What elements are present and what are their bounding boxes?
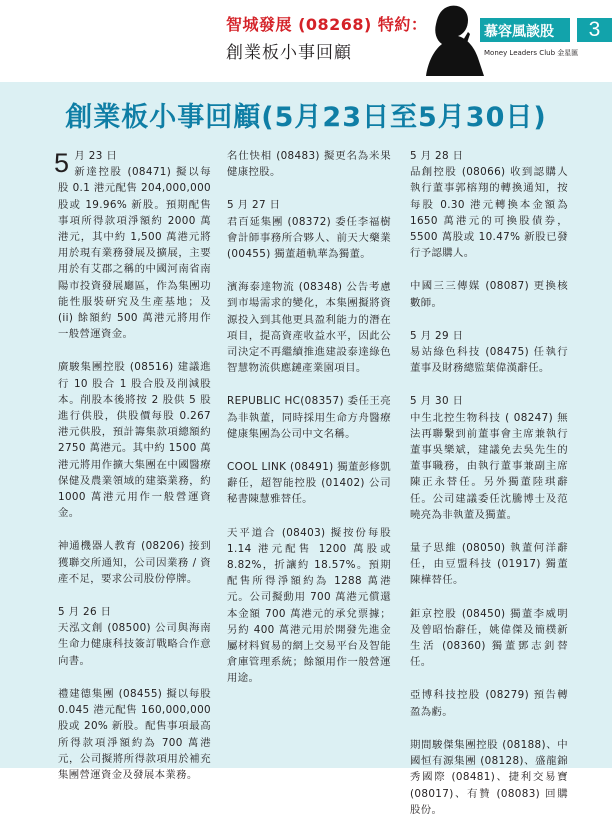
news-item (410, 278, 568, 310)
columnist-silhouette-icon (422, 2, 484, 76)
column-english-name: Money Leaders Club 金星匯 (484, 49, 579, 57)
sponsor-title: 智城發展 (08268) 特約： (226, 15, 428, 34)
news-text: 天平道合 (08403) 擬按份每股 1.14 港元配售 1200 萬股或 8.82%，折讓約 18.57%。預期配售所得淨額約為 1288 萬港元。公司擬動用 700 萬港元償還本金額 700 萬港元的承兌票據；另約 400 萬港元用於開發先進金屬材料貿易的網上交易平台及智能倉庫管理系統；餘額用作一般營運用途。 (227, 526, 391, 685)
news-text: 品創控股 (08066) 收到認購人執行董事郭榕翔的轉換通知，按每股 0.30 港元轉換本金額為 1650 萬港元的可換股債券，5500 萬股或 10.47% 新股已發行予認購人。 (410, 166, 568, 260)
news-item (227, 148, 391, 180)
news-text: COOL LINK (08491) 獨董彭修凱辭任，超智能控股 (01402) 公司秘書陳慧雅替任。 (227, 461, 391, 506)
news-text: 名仕快相 (08483) 擬更名為米果健康控股。 (227, 150, 391, 179)
news-text: 期間駿傑集團控股 (08188)、中國恒有源集團 (08128)、盛龍錦秀國際 (08481)、捷利交易寶 (08017)、有贊 (08083) 回購股份。 (410, 738, 568, 816)
page-number: 3 (577, 18, 612, 42)
news-text: 神通機器人教育 (08206) 接到獲聯交所通知，公司因業務 / 資產不足，要求公司股份停牌。 (58, 540, 211, 585)
news-text: 鉅京控股 (08450) 獨董李威明及曾昭怡辭任，姚偉傑及簡樸新生活 (08360) 獨董鄧志釗替任。 (410, 607, 568, 669)
news-item (410, 328, 568, 377)
news-date: 5 月 29 日 (410, 329, 464, 342)
column-badge (480, 18, 612, 68)
news-text: 中生北控生物科技 ( 08247) 無法再聯繫到前董事會主席兼執行董事吳樂斌，建議免去吳先生的董事職務，由執行董事兼副主席陳正永替任。另外獨董陸琪辭任。公司建議委任沈騰博士及范曉亮為非執董及獨董。 (410, 411, 568, 521)
news-text: 禮建德集團 (08455) 擬以每股 0.045 港元配售 160,000,000 股或 20% 新股。配售事項最高所得款項淨額約為 700 萬港元，公司擬將所得款項用於補充集團營運資金及發展本業務。 (58, 687, 211, 781)
news-date: 5 月 26 日 (58, 606, 112, 619)
news-item (58, 538, 211, 587)
news-text: REPUBLIC HC(08357) 委任王亮為非執董，同時採用生命方舟醫療健康集團為公司中文名稱。 (227, 395, 391, 440)
news-item (227, 393, 391, 442)
news-item (58, 359, 211, 521)
news-item (227, 197, 391, 262)
news-item (410, 393, 568, 523)
news-item (227, 525, 391, 687)
news-item (227, 459, 391, 508)
news-text: 新達控股 (08471) 擬以每股 0.1 港元配售 204,000,000 股或 19.96% 新股。預期配售事項所得款項淨額約 2000 萬港元，其中約 1,500 萬港元將用於現有業務發展及擴展，主要用於有艾郡之稱的中國河南省南陽市投資發展廳區，作為集團功能性服裝研究及生產基地；及 (ii) 餘額約 500 萬港元將用作一般營運資金。 (58, 166, 211, 341)
article-column-3 (410, 148, 568, 835)
news-item (227, 279, 391, 376)
news-date: 5 月 30 日 (410, 395, 464, 408)
news-item (410, 148, 568, 261)
news-text: 易站綠色科技 (08475) 任執行董事及財務總監葉偉漢辭任。 (410, 346, 568, 375)
news-date: 月 23 日 (74, 150, 118, 162)
news-item (58, 686, 211, 783)
news-text: 亞博科技控股 (08279) 預告轉盈為虧。 (410, 689, 568, 718)
column-name: 慕容風談股 (484, 24, 554, 40)
news-text: 中國三三傳媒 (08087) 更換核數師。 (410, 280, 568, 309)
news-item (410, 737, 568, 818)
section-subtitle: 創業板小事回顧 (226, 43, 352, 63)
dropcap: 5 (54, 148, 70, 178)
news-text: 量子思維 (08050) 執董何洋辭任，由豆盟科技 (01917) 獨董陳樺替任。 (410, 542, 568, 587)
news-item (410, 606, 568, 671)
news-item (410, 687, 568, 719)
news-text: 君百延集團 (08372) 委任李福樹會計師事務所合夥人、前天大藥業 (00455) 獨董趙軌華為獨董。 (227, 215, 391, 261)
news-text: 天泓文創 (08500) 公司與海南生命力健康科技簽訂戰略合作意向書。 (58, 622, 211, 667)
article-column-1 (54, 148, 211, 800)
news-text: 廣駿集團控股 (08516) 建議進行 10 股合 1 股合股及削減股本。削股本後將按 2 股供 5 股進行供股，供股價每股 0.267 港元供股，預計籌集款項總額約 2750 萬港元。其中約 1500 萬港元將用作擴大集團在中國醫療保健及農業領域的建築業務，約 1000 萬港元用作一般營運資金。 (58, 361, 211, 520)
article-column-2 (227, 148, 391, 704)
news-item (54, 148, 211, 342)
article-title: 創業板小事回顧(5月23日至5月30日) (65, 102, 547, 133)
news-date: 5 月 27 日 (227, 199, 281, 212)
news-date: 5 月 28 日 (410, 150, 464, 162)
news-text: 濱海泰達物流 (08348) 公告考慮到市場需求的變化，本集團擬將資源投入到其他更具盈利能力的潛在項目，提高資產收益水平，因此公司決定不再繼續推進建設泰達綠色智慧物流供應鏈產業園項目。 (227, 281, 391, 375)
page-header (0, 0, 612, 82)
news-item (58, 604, 211, 669)
news-item (410, 540, 568, 589)
